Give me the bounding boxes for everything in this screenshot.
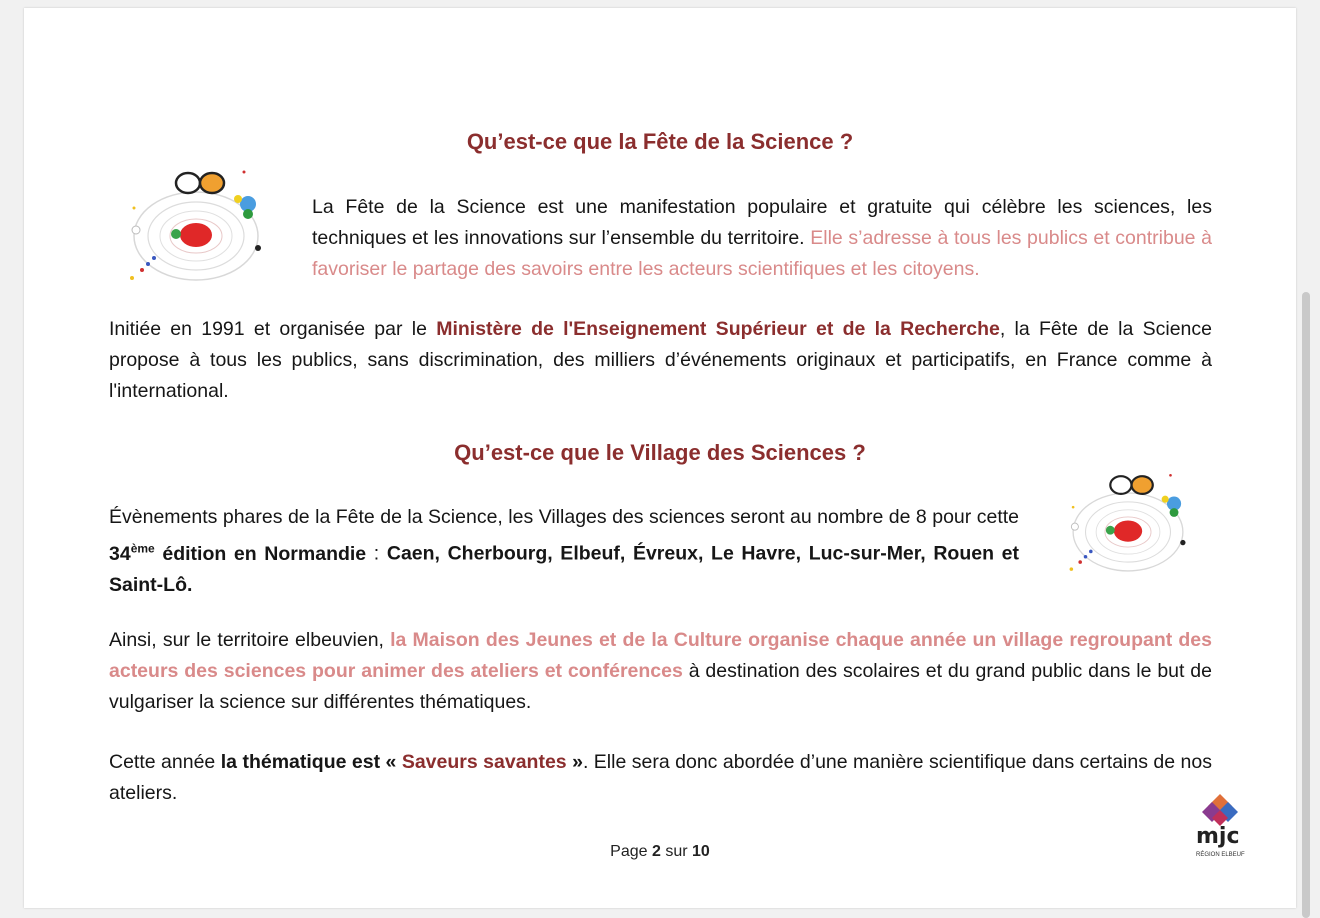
solar-system-illustration (1064, 470, 1192, 578)
section-title-fete-science: Qu’est-ce que la Fête de la Science ? (466, 129, 854, 154)
mjc-logo (1190, 792, 1262, 862)
vertical-scrollbar[interactable] (1302, 292, 1310, 918)
page-current: 2 (651, 843, 661, 860)
paragraph-theme: Cette année la thématique est « Saveurs savantes ». Elle sera donc abordée d’une manière scientifique dans certains de nos ateliers. (109, 751, 1212, 804)
solar-system-illustration (124, 166, 268, 288)
section-title-village-sciences: Qu’est-ce que le Village des Sciences ? (454, 440, 866, 465)
paragraph-fete-intro: La Fête de la Science est une manifestation populaire et gratuite qui célèbre les sciences, les techniques et les innovations sur l’ensemble du territoire. Elle s’adresse à tous les publics et contribue à favoriser le partage des savoirs entre les acteurs scientifiques et les citoyens. (312, 196, 1213, 280)
paragraph-villages: Évènements phares de la Fête de la Science, les Villages des sciences seront au nombre de 8 pour cette 34ème édition en Normandie : Caen, Cherbourg, Elbeuf, Évreux, Le Havre, Luc-sur-Mer, Rouen et Saint-Lô. (109, 506, 1019, 596)
ministry-name: Ministère de l'Enseignement Supérieur et de la Recherche (436, 318, 1000, 340)
mjc-logo-text: mjc (1196, 824, 1240, 849)
page-footer: Page 2 sur 10 (610, 843, 710, 860)
mjc-highlight: la Maison des Jeunes et de la Culture organise chaque année un village regroupant des acteurs des sciences pour animer des ateliers et conférences (109, 629, 1213, 682)
theme-name: Saveurs savantes (401, 751, 567, 773)
page-total: 10 (692, 843, 710, 860)
cities-list: Caen, Cherbourg, Elbeuf, Évreux, Le Havre, Luc-sur-Mer, Rouen et Saint-Lô. (109, 542, 1019, 596)
edition-number: 34ème édition en Normandie (109, 541, 367, 565)
paragraph-fete-history: Initiée en 1991 et organisée par le Ministère de l'Enseignement Supérieur et de la Recherche, la Fête de la Science propose à tous les publics, sans discrimination, des milliers d’événements originaux et participatifs, en France comme à l'international. (109, 318, 1212, 402)
mjc-logo-subtext: RÉGION ELBEUF (1196, 852, 1245, 858)
paragraph-mjc-village: Ainsi, sur le territoire elbeuvien, la Maison des Jeunes et de la Culture organise chaque année un village regroupant des acteurs des sciences pour animer des ateliers et conférences à destination des scolaires et du grand public dans le but de vulgariser la science sur différentes thématiques. (109, 629, 1213, 713)
